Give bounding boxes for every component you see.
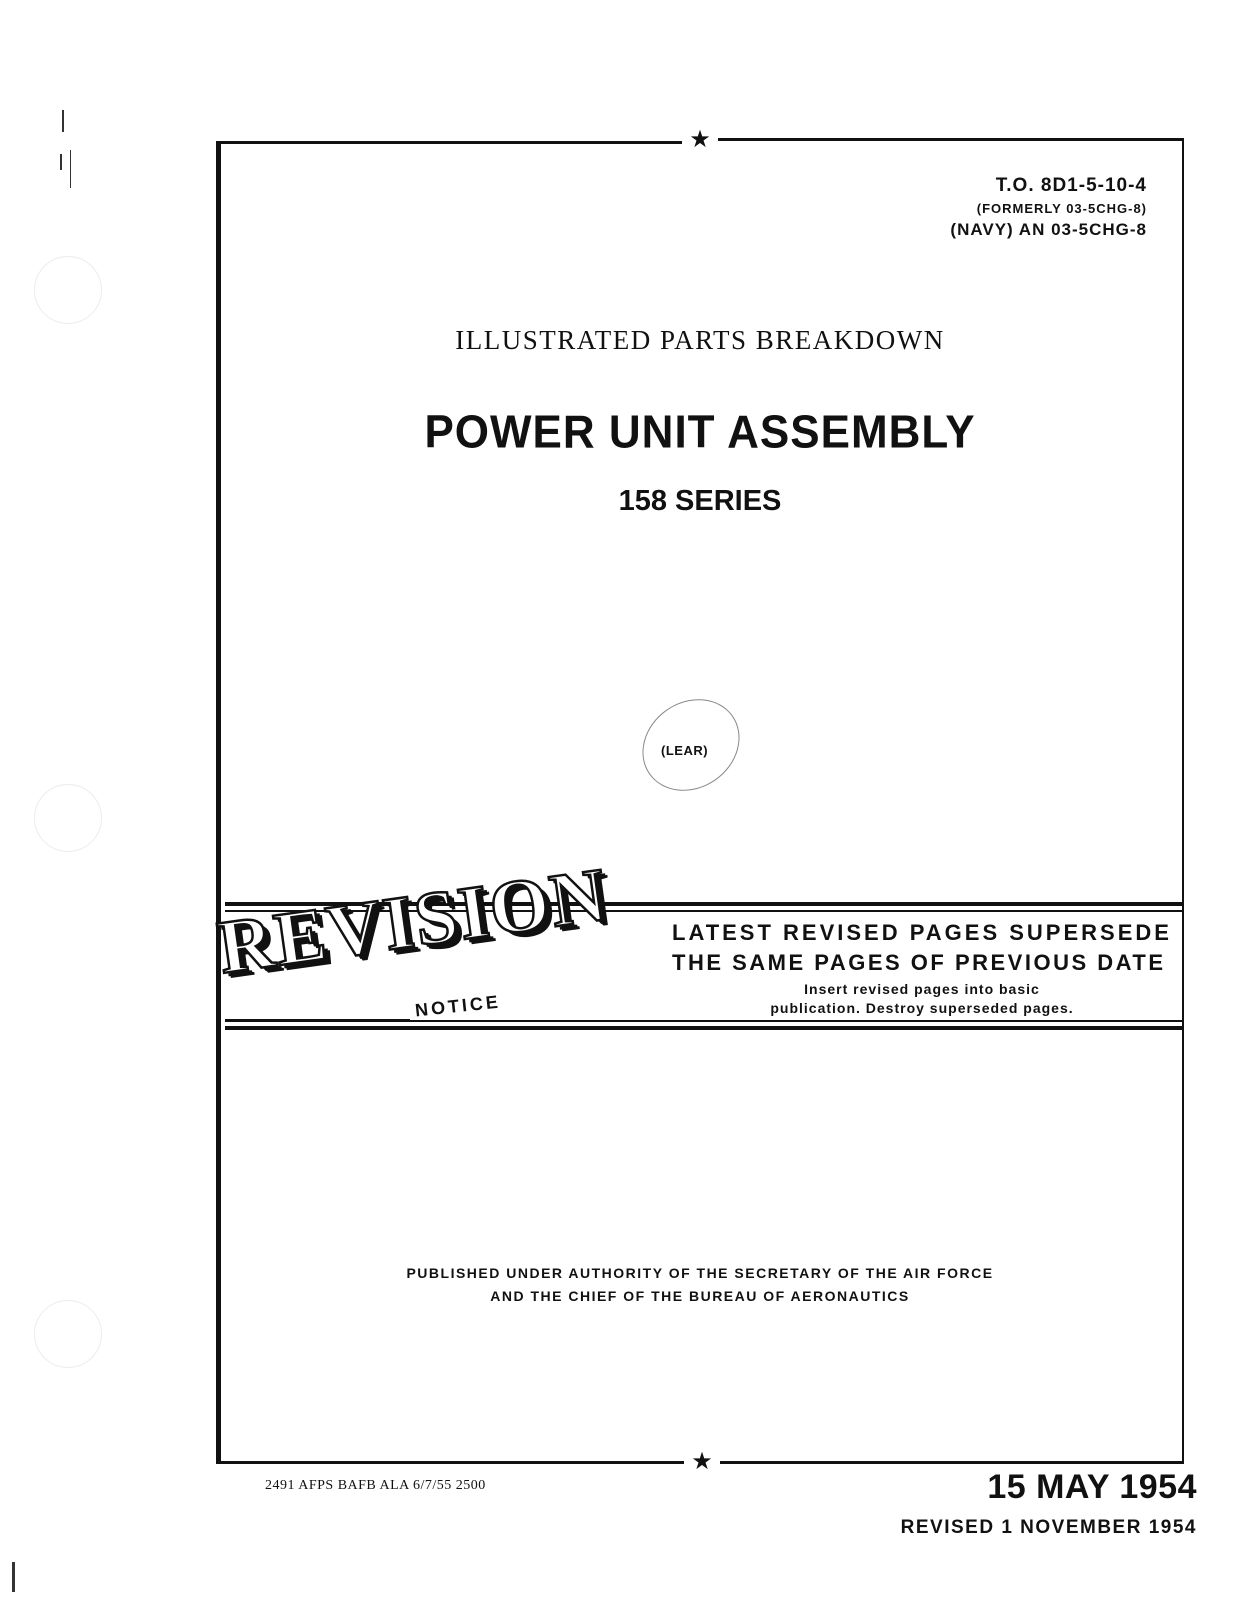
revision-stamp: REVISION <box>213 852 613 991</box>
notice-label: NOTICE <box>414 991 502 1021</box>
punch-hole-top <box>34 256 102 324</box>
technical-order-block <box>950 175 1147 240</box>
punch-hole-middle <box>34 784 102 852</box>
notice-underline <box>225 1019 410 1021</box>
top-star-icon: ★ <box>689 126 711 153</box>
frame-top-border <box>718 138 1184 141</box>
margin-mark <box>12 1562 15 1592</box>
revision-heading-line2: THE SAME PAGES OF PREVIOUS DATE <box>672 950 1166 975</box>
frame-top-border <box>216 141 682 144</box>
margin-mark <box>60 154 62 170</box>
frame-bottom-border <box>216 1461 684 1464</box>
publication-date: 15 MAY 1954 <box>987 1468 1197 1506</box>
margin-mark <box>70 150 71 188</box>
margin-mark <box>62 110 64 132</box>
band-rule-bottom-thick <box>225 1026 1182 1030</box>
revision-instruction-line1: Insert revised pages into basic <box>804 981 1040 997</box>
frame-bottom-border <box>720 1461 1184 1464</box>
navy-number: (NAVY) AN 03-5CHG-8 <box>950 220 1147 239</box>
revision-instruction-line2: publication. Destroy superseded pages. <box>770 1000 1074 1016</box>
revised-date: REVISED 1 NOVEMBER 1954 <box>900 1517 1197 1538</box>
authority-line1: PUBLISHED UNDER AUTHORITY OF THE SECRETARY OF THE AIR FORCE <box>406 1265 994 1281</box>
bottom-star-icon: ★ <box>691 1448 713 1475</box>
document-series: 158 SERIES <box>618 485 782 517</box>
revision-heading-line1: LATEST REVISED PAGES SUPERSEDE <box>672 920 1172 945</box>
document-subtitle: ILLUSTRATED PARTS BREAKDOWN <box>455 325 945 355</box>
authority-line2: AND THE CHIEF OF THE BUREAU OF AERONAUTICS <box>490 1288 910 1304</box>
print-code: 2491 AFPS BAFB ALA 6/7/55 2500 <box>265 1478 486 1493</box>
document-title: POWER UNIT ASSEMBLY <box>424 406 976 459</box>
punch-hole-bottom <box>34 1300 102 1368</box>
manufacturer-name: (LEAR) <box>661 743 709 758</box>
to-number: T.O. 8D1-5-10-4 <box>995 175 1147 196</box>
formerly-number: (FORMERLY 03-5CHG-8) <box>976 201 1147 216</box>
